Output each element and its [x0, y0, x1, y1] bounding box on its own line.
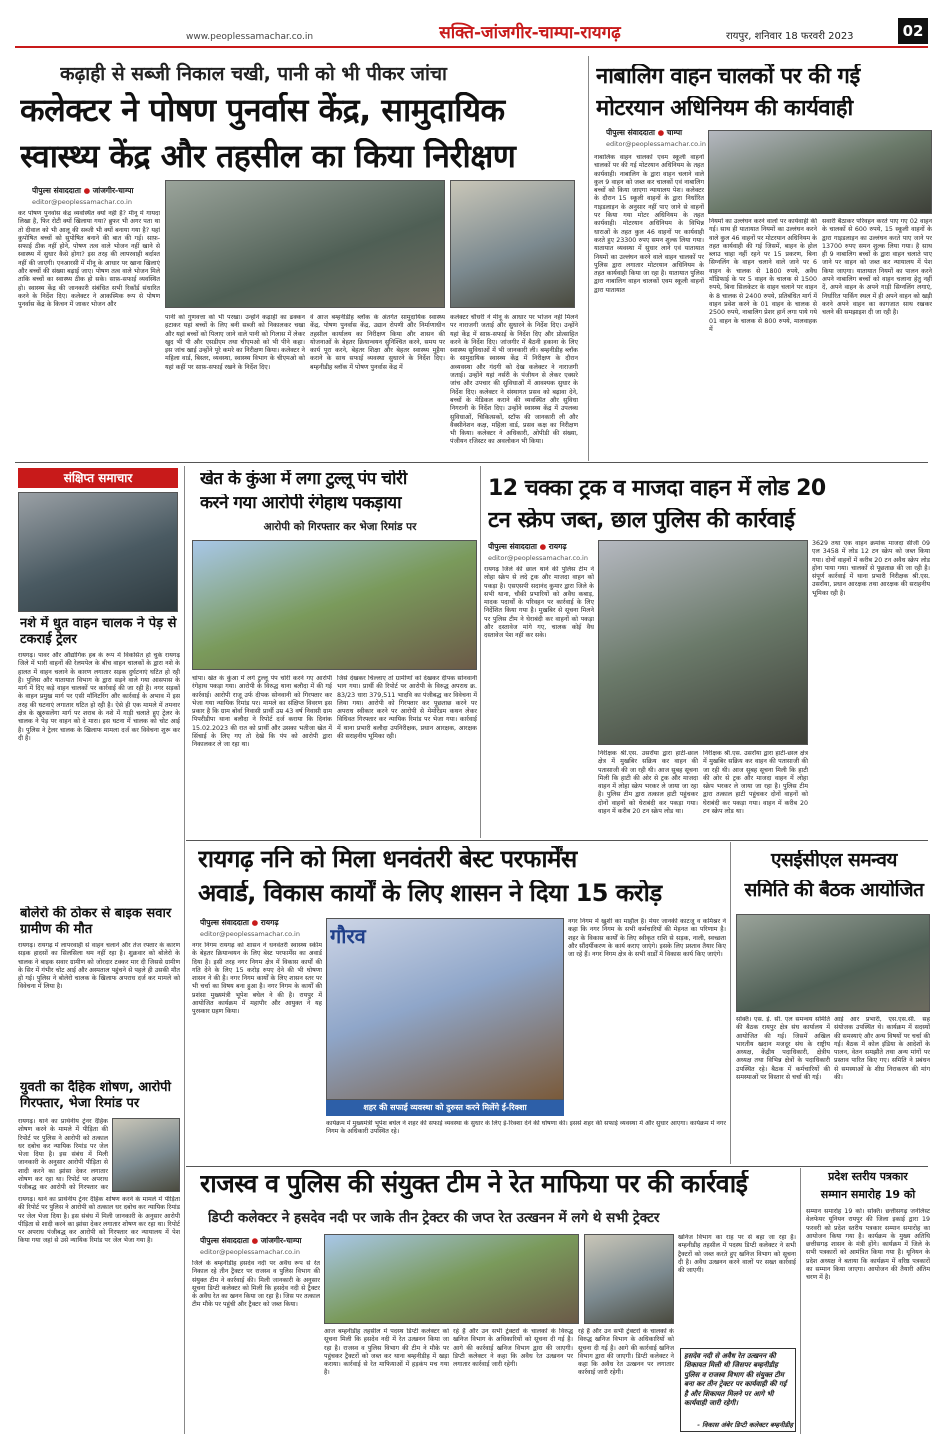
story2-col2: नियमों का उल्लंघन करने वालों पर कार्यवाही की गई। साथ ही यातायात नियमों का उल्लंघन करने वाले कुल 46 वाहनों पर मोटरयान अधिनियम के तहत कार्यवाही की गई जिसमें, बाहन के होल ब्लाउ चाहा नहीं रहने पर 15 प्रकरण, बिना सिग्नलिंग के वाहन चलाने वाले जाने पर 6 वाहन के चालक से 1800 रुपये, अवैध मॉडिफाई के पर 5 वाहन के चालक से 1500 रुपये, बिना सिलकेटर के वाहन चलाने पर वाहन के 8 चालक से 2400 रुपये, प्रतिबंधित मार्ग में वाहन प्रवेश करने के 01 वाहन के चालक से 2500 रुपये, नाबालिग प्रेशर हार्न लगा पाये गये 01 वाहन के चालक से 800 रुपये, मालवाहक में [709, 218, 817, 333]
story1-col4: कलेक्टर चौधरी ने मीनू के आधार पर भोजन नहीं मिलने पर नाराजगी जताई और सुधारने के निर्देश दिए। उन्होंने यहां केंद्र में साफ़-सफाई के निर्देश दिए और प्रोत्साहित करने के निर्देश दिए। जांजगीर में बैठनी हकाना के लिए स्वास्थ्य सुविधाओं में भी जानकारी ली। बम्हनीडीह ब्लॉक के सामुदायिक स्वास्थ्य केंद्र में निरीक्षण के दौरान अव्यवस्था और गंदगी को देख कलेक्टर ने नाराजगी जताई। उन्होंने यहां नर्सरी के पंजीयन से लेकर एक्सरे जांच और उपचार की सुविधाओं में आवश्यक सुधार के निर्देश दिए। कलेक्टर ने संस्थागत प्रसव को बढ़ावा देने, बच्चों के मेडिकल कराने की व्यवस्थित और सुविधा निगरानी के निर्देश दिए। उन्होंने स्वास्थ्य केंद्र में उपलब्ध सुविधाओं, चिकित्सकों, स्टॉफ की जानकारी ली और वैक्सीनेशन कक्ष, महिला वार्ड, प्रसव कक्ष का निरीक्षण भी किया। कलेक्टर ने अधिकारी, ओपीडी की संख्या, पंजीयन रजिस्टर का अवलोकन भी किया। [450, 314, 578, 446]
story5-col1: नगर निगम रायगढ़ को शासन ने धनवंतरी स्वास्थ्य स्कीम के बेहतर क्रियान्वयन के लिए बेस्ट परफार्मेंस का अवार्ड दिया है। इसी तरह नगर निगम क्षेत्र में विकास कार्यों की गति देने के लिए 15 करोड़ रुपए देने की भी घोषणा शासन ने की है। नगर निगम कार्यों के लिए शासन स्तर पर भी चर्चा का विषय बना हुआ है। नगर निगम के कार्यों की प्रशंसा मुख्यमंत्री भूपेश बघेल ने की है। रायपुर में आयोजित कार्यक्रम में महापौर और आयुक्त ने यह पुरस्कार ग्रहण किया। [192, 942, 322, 1016]
site-url[interactable]: www.peoplessamachar.co.in [186, 32, 314, 42]
story6-headline-1: एसईसीएल समन्वय [771, 850, 897, 871]
story3-headline-1: खेत के कुंआ में लगा टुल्लू पंप चोरी [200, 470, 407, 489]
byline-name: पीपुल्स संवाददाता [200, 918, 249, 927]
story1-col1: कर पोषण पुनर्वास केंद्र व्यवस्थित क्यों नहीं है? मीनू में गायदा लिखा है, फिर रोटी क्यों खिलाया गया? ब्रुफर भी अगर पता था तो दीवाल को भी आलू की सब्जी भी क्यों बनाया गया है? यहां कुपोषित बच्चों को सुपोषित बनाने की बात की गई। साफ़-सफाई ठीक नहीं होने, पोषण तत्व वाले भोजन नहीं खाने से स्वास्थ्य में सुधार कैसे होगा? इस तरह की लापरवाही बर्दाश्त नहीं की जाएगी। एनआरसी में मीनू के आधार पर खाना खिलाएं और बच्चों की संख्या बढ़ाई जाए। पोषण तत्व वाले भोजन मिले ताकि बच्चों का स्वास्थ्य ठीक हो सके। साफ़-सफाई व्यवस्थित हो। स्वास्थ्य केंद्र की जानकारी संबंधित सभी रिकॉर्ड संधारित करने के निर्देश दिए। कलेक्टर ने आकस्मिक रूप से पोषण पुनर्वास केंद्र के किचन में जाकर भोजन और [18, 210, 160, 309]
brief2-headline: बोलेरो की ठोकर से बाइक सवार ग्रामीण की मौत [20, 906, 172, 937]
story7-byline [200, 1236, 340, 1246]
story7-col4: खनिज विभाग का राह पर से बहा जा रहा है। बम्हनीडीह तहसील में पदस्थ डिप्टी कलेक्टर ने सभी ट्रैक्टरों को जब्त करते हुए खनिज विभाग को सूचना दी है। अवैध उत्खनन करने वालों पर सख्त कार्रवाई की जाएगी। [678, 1234, 796, 1275]
story2-col3: सवारी बैठाकर परिवहन करते पाए गए 02 वाहन के चालकों से 600 रुपये, 15 स्कूली वाहनों के द्वारा गाइडलाइन का उल्लंघन करते पाए जाने पर 13700 रुपए समन शुल्क लिया गया। है साथ ही 9 नाबालिग बच्चों के द्वारा वाहन चलाते पाए जाने पर वाहन को जब्त कर न्यायालय में पेश किया जाएगा। यातायात नियमों का पालन करने अपने नाबालिग बच्चों को वाहन चलाना हेतु नहीं दें, अपने वाहन के अपने गाड़ी सिग्नलिंग लगाएं, निर्धारित पार्किंग स्थल में ही अपने वाहन को खड़ी करने अपने वाहन का कागजात साथ रखकर चलने की समझाइश दी जा रही है। [822, 218, 932, 317]
story3-col1: चांपा। खेत के कुंआ में लगे टुल्लू पंप चोरी करने गए आरोपी रंगेहाथ पकड़ा गया। आरोपी के विरुद्ध थाना बलौदा में की गई कार्रवाई। आरोपी राजू उर्फ दीपक सोनवानी को गिरफ्तार कर भेजा गया न्यायिक रिमांड पर। मामले का संक्षिप्त विवरण इस प्रकार है कि ग्राम बोर्वा निवासी प्रार्थी उम्र 43 वर्ष निवासी ग्राम पिपरीडीपा थाना बलौदा ने रिपोर्ट दर्ज कराया कि दिनांक 15.02.2023 की रात को प्रार्थी और उसका भतीजा खेत में सिंचाई के लिए गए तो देखे कि पंप को आरोपी द्वारा निकालकर ले जा रहा था। [192, 675, 332, 749]
story7-col3: रहे हैं और उन सभी ट्रेक्टरों के चालकों के विरुद्ध खनिज विभाग के अधिकारियों को सूचना दी गई है। आगे की कार्रवाई खनिज विभाग द्वारा की जाएगी। डिप्टी कलेक्टर ने कहा कि अवैध रेत उत्खनन पर लगातार कार्रवाई जारी रहेगी। [453, 1328, 573, 1369]
byline-location: जांजगीर-चाम्पा [92, 186, 134, 195]
story2-headline-2: मोटरयान अधिनियम की कार्यवाही [596, 96, 853, 121]
story4-col2b: निरीक्षक श्री.एस. उसराँया द्वारा हाटी-छाल क्षेत्र में मुखबिर सक्रिय कर वाहन की पतासाजी की जा रही थी। आज सुबह सूचना मिली कि हाटी की ओर से ट्रक और माजदा वाहन में लोहा स्क्रेप भरकर ले जाया जा रहा है। पुलिस टीम द्वारा तत्काल हाटी पहुंचकर दोनों वाहनों को घेराबंदी कर पकड़ा गया। वाहन में करीब 20 टन स्क्रेप लोड था। [703, 750, 808, 816]
traffic-police-photo [708, 130, 932, 214]
section-title: सक्ति-जांजगीर-चाम्पा-रायगढ़ [439, 23, 621, 43]
story1-col3: वे आज बम्हनीडीह ब्लॉक के अंतर्गत सामुदायिक स्वास्थ्य केंद्र, पोषण पुनर्वास केंद्र, उद्यान रोपणी और निर्माणाधीन तहसील कार्यालय का निरीक्षण किया और शासन की योजनाओं के बेहतर क्रियान्वयन सुनिश्चित करने, समय पर कार्य पूरा करने, बेहतर शिक्षा और बेहतर स्वास्थ्य मुहैया कराने के साथ सफाई व्यवस्था सुधारने के निर्देश दिए। बम्हनीडीह ब्लॉक में पोषण पुनर्वास केंद्र में [310, 314, 445, 371]
section-rule [186, 1166, 928, 1167]
story5-col2: नगर निगम में खुशी का माहौल है। मेयर जानकी काटजू व कमिश्नर ने कहा कि नगर निगम के सभी कर्मचारियों की मेहनत का परिणाम है। शहर के विकास कार्यों के लिए स्वीकृत राशि से सड़क, नाली, स्वच्छता और सौंदर्यीकरण के कार्य कराए जाएंगे। इसके लिए प्रस्ताव तैयार किए जा रहे हैं। नगर निगम क्षेत्र के सभी वार्डों में विकास कार्य किए जाएंगे। [568, 918, 726, 959]
column-divider [480, 466, 481, 838]
story5-wide-text: कार्यक्रम में मुख्यमंत्री भूपेश बघेल ने शहर की सफाई व्यवस्था के सुधार के लिए ई-रिक्शा देने की घोषणा की। इससे शहर की सफाई व्यवस्था में और सुधार आएगा। कार्यक्रम में नगर निगम के अधिकारी उपस्थित रहे। [326, 1120, 726, 1136]
story3-subhead: आरोपी को गिरफ्तार कर भेजा रिमांड पर [263, 521, 417, 533]
byline-name: पीपुल्स संवाददाता [200, 1236, 249, 1245]
byline-location: रायगढ़ [260, 918, 279, 927]
story8-text: सम्मान समारोह 19 को। सक्ति। छत्तीसगढ़ जर्नलिस्ट वेलफेयर यूनियन रायपुर की जिला इकाई द्वारा 19 फरवरी को प्रदेश स्तरीय पत्रकार सम्मान समारोह का आयोजन किया गया है। कार्यक्रम के मुख्य अतिथि छत्तीसगढ़ शासन के मंत्री होंगे। कार्यक्रम में जिले के सभी पत्रकारों को आमंत्रित किया गया है। यूनियन के प्रदेश अध्यक्ष ने बताया कि कार्यक्रम में वरिष्ठ पत्रकारों का सम्मान किया जाएगा। आयोजन की तैयारी अंतिम चरण में है। [806, 1208, 930, 1282]
header-rule [15, 46, 928, 48]
brief3-text-a: रायगढ़। थाने का प्रार्थनीय ट्रेनर दैहिक शोषण करने के मामले में पीड़िता की रिपोर्ट पर पुलिस ने आरोपी को तत्काल धर दबोच कर न्यायिक रिमांड पर जेल भेजा दिया है। इस संबंध में मिली जानकारी के अनुसार आरोपी पीड़िता से शादी करने का झांसा देकर लगातार शोषण कर रहा था। रिपोर्ट पर अपराध पंजीबद्ध कर आरोपी को गिरफ्तार कर [18, 1118, 108, 1192]
byline-dot: ● [251, 918, 259, 927]
story7-col3b: रहे हैं और उन सभी ट्रेक्टरों के चालकों के विरुद्ध खनिज विभाग के अधिकारियों को सूचना दी गई है। आगे की कार्रवाई खनिज विभाग द्वारा की जाएगी। डिप्टी कलेक्टर ने कहा कि अवैध रेत उत्खनन पर लगातार कार्रवाई जारी रहेगी। [578, 1328, 674, 1377]
brief3-headline: युवती का दैहिक शोषण, आरोपी गिरफ्तार, भेजा रिमांड पर [20, 1080, 171, 1111]
byline-location: रायगढ़ [548, 542, 567, 551]
brief1-headline: नशे में धुत वाहन चालक ने पेड़ से टकराई ट्रेलर [20, 616, 177, 647]
column-divider [184, 466, 185, 1434]
column-divider [800, 1168, 801, 1434]
scrap-seizure-photo [598, 540, 808, 745]
byline-location: जांजगीर-चाम्पा [260, 1236, 302, 1245]
story7-col1: जिले के बम्हनीडीह हसदेव नदी पर अवैध रूप से रेत निकाल रहे तीन ट्रैक्टर पर राजस्व व पुलिस विभाग की संयुक्त टीम ने कार्रवाई की। मिली जानकारी के अनुसार सूचना डिप्टी कलेक्टर को मिली कि हसदेव नदी से ट्रैक्टर के अवैध रेत का खनन किया जा रहा है। जिस पर तत्काल टीम मौके पर पहुंची और ट्रैक्टर को जब्त किया। [192, 1260, 320, 1309]
collector-inspection-photo-2 [450, 180, 575, 308]
story1-kicker: कढ़ाही से सब्जी निकाल चखी, पानी को भी पीकर जांचा [60, 63, 447, 85]
deputy-collector-photo [584, 1234, 674, 1324]
tractor-seizure-photo [324, 1234, 579, 1324]
story7-col2: आज बम्हनीडीह तहसील में पदस्थ डिप्टी कलेक्टर को सूचना मिली कि हसदेव नदी में रेत उत्खनन किया जा रहा है। राजस्व व पुलिस विभाग की टीम ने मौके पर पहुंचकर ट्रैक्टरों को जब्त कर थाना बम्हनीडीह में खड़ा कराया। कार्रवाई से रेत माफियाओं में हड़कंप मच गया है। [324, 1328, 449, 1377]
story2-email[interactable]: editor@peoplessamachar.co.in [606, 140, 706, 148]
byline-dot: ● [657, 128, 665, 137]
column-divider [730, 842, 731, 1164]
section-rule [15, 462, 928, 463]
story2-col1: नाबालिक वाहन चालकों एवम स्कूली वाहनों चालकों पर की गई मोटरयान अधिनियम के तहत कार्यवाही। नाबालिग के द्वारा वाहन चलाने वाले कुल 9 वाहन को जब्त कर चालकों एवं नाबालिग बच्चों को किया जाएगा न्यायालय पेश। कलेक्टर के दौरान 15 स्कूली वाहनों के द्वारा निर्धारित गाइडलाइन के अनुसार नहीं पाए जाने से वाहनों पर किया गया मोटर अधिनियम के तहत कार्यवाही। मोटरयान अधिनियम के विभिन्न धाराओं के तहत कुल 46 वाहनों पर कार्यवाही करते हुए 23300 रुपए समन शुल्क लिया गया। यातायात व्यवस्था में सुधार लाने एवं यातायात नियमों का उल्लंघन करने वाले वाहन चालकों पर पुलिस द्वारा लगातार मोटरयान अधिनियम के तहत कार्यवाही किया जा रहा है। यातायात पुलिस द्वारा नाबालिग वाहन चालकों एवम स्कूली वाहनों द्वारा यातायात [594, 154, 704, 294]
story4-headline-1: 12 चक्का ट्रक व माजदा वाहन में लोड 20 [488, 476, 826, 501]
story5-byline [200, 918, 340, 928]
column-divider [588, 56, 589, 461]
story1-email[interactable]: editor@peoplessamachar.co.in [32, 198, 132, 206]
brief-section-label: संक्षिप्त समाचार [18, 468, 178, 488]
quote-attribution: - विकास अंबेर डिप्टी कलेक्टर बम्हनीडीह [697, 1421, 793, 1429]
story5-headline-1: रायगढ़ ननि को मिला धनवंतरी बेस्ट परफार्मेंस [198, 846, 577, 873]
story7-headline-1: राजस्व व पुलिस की संयुक्त टीम ने रेत माफिया पर की कार्रवाई [200, 1170, 748, 1198]
quote-text: हसदेव नदी से अवैध रेत उत्खनन की शिकायत मिली थी जिसपर बम्हनीडीह पुलिस व राजस्व विभाग की संयुक्त टीम बना कर तीन ट्रेक्टर पर कार्यवाही की गई है और शिकायत मिलने पर आगे भी कार्यवाही जारी रहेगी। [684, 1352, 787, 1408]
page-number: 02 [898, 18, 928, 44]
story8-headline-1: प्रदेश स्तरीय पत्रकार [828, 1170, 908, 1183]
story1-headline-1: कलेक्टर ने पोषण पुनर्वास केंद्र, सामुदायिक [20, 92, 505, 129]
story1-col2: पानी को गुणवत्ता को भी परखा। उन्होंने कढ़ाही का ढक्कन हटाकर यहां बच्चों के लिए बनी सब्जी को निकालकर चखा और यहां बच्चों को पिलाए जाने वाले पानी को गिलास में लेकर खुद भी पी और एसडीएम तथा चीएमओ को भी पीने कहा। इस जांच खाई उन्होंने पूरे कमरे का निरीक्षण किया। कलेक्टर ने महिला वार्ड, बिस्तर, व्यवस्था, स्वास्थ्य विभाग के चीएमओ को यहां कहीं पर साफ़-सफाई रखने के निर्देश दिए। [165, 314, 305, 371]
brief3-text-b: रायगढ़। थाने का प्रार्थनीय ट्रेनर दैहिक शोषण करने के मामले में पीड़िता की रिपोर्ट पर पुलिस ने आरोपी को तत्काल धर दबोच कर न्यायिक रिमांड पर जेल भेजा दिया है। इस संबंध में मिली जानकारी के अनुसार आरोपी पीड़िता से शादी करने का झांसा देकर लगातार शोषण कर रहा था। रिपोर्ट पर अपराध पंजीबद्ध कर आरोपी को गिरफ्तार कर न्यायालय में पेश किया गया जहां से उसे न्यायिक रिमांड पर जेल भेजा गया है। [18, 1196, 180, 1245]
secl-meeting-photo [736, 914, 930, 1012]
section-rule [186, 840, 928, 841]
story4-headline-2: टन स्क्रेप जब्त, छाल पुलिस की कार्रवाई [488, 508, 795, 533]
story6-headline-2: समिति की बैठक आयोजित [744, 880, 924, 901]
byline-location: चाम्पा [666, 128, 683, 137]
story3-col2: जिसे देखकर चिल्लाए तो ग्रामीणों को देखकर दीपक सोनवानी भाग गया। प्रार्थी की रिपोर्ट पर आरोपी के विरुद्ध अपराध क्र. 83/23 धारा 379,511 भादवि का पंजीबद्ध कर विवेचना में लिया गया। आरोपी को गिरफ्तार कर पूछताछ करने पर अपराध स्वीकार करने पर आरोपी से मेमोरेंडम कथन लेकर विधिवत गिरफ्तार कर न्यायिक रिमांड पर भेजा गया। कार्रवाई में थाना प्रभारी बलौदा उपनिरीक्षक, प्रधान आरक्षक, आरक्षक की सराहनीय भूमिका रही। [337, 675, 477, 741]
story5-headline-2: अवार्ड, विकास कार्यों के लिए शासन ने दिया 15 करोड़ [198, 880, 662, 907]
collector-inspection-photo [165, 180, 445, 308]
byline-dot: ● [251, 1236, 259, 1245]
award-photo-caption: शहर की सफाई व्यवस्था को दुरुस्त करने मिलेंगे ई-रिक्शा [326, 1100, 564, 1116]
story1-byline [32, 186, 172, 196]
story4-col1: रायगढ़ जिले की छाल थाने की पुलिस टीम ने लोहा स्क्रेप से लदे ट्रक और माजदा वाहन को पकड़ा है। एसएसपी सदानंद कुमार द्वारा जिले के सभी थाना, चौकी प्रभारियों को अवैध कबाड़, मादक पदार्थों के परिवहन पर कार्रवाई के लिए निर्देशित किया गया है। मुखबिर से सूचना मिलने पर पुलिस टीम ने घेराबंदी कर वाहनों को पकड़ा और दस्तावेज मांगे गए, चालक कोई वैध दस्तावेज पेश नहीं कर सके। [484, 566, 594, 640]
byline-name: पीपुल्स संवाददाता [32, 186, 81, 195]
dateline: रायपुर, शनिवार 18 फरवरी 2023 [726, 31, 854, 42]
story8-headline-2: सम्मान समारोह 19 को [820, 1188, 916, 1201]
byline-name: पीपुल्स संवाददाता [606, 128, 655, 137]
story6-col2: आई आर प्रभारी, एस.एस.सी. सह संयोजक उपस्थित थे। कार्यक्रम में सदस्यों की समस्याएं और अन्य विषयों पर चर्चा की गई। बैठक में कोल इंडिया के आदेशों के पालन, वेतन समझौते तथा अन्य मांगों पर प्रस्ताव पारित किए गए। समिति ने प्रबंधन से समस्याओं के शीघ्र निराकरण की मांग की। [834, 1016, 930, 1082]
story5-email[interactable]: editor@peoplessamachar.co.in [200, 930, 300, 938]
byline-name: पीपुल्स संवाददाता [488, 542, 537, 551]
brief2-text: रायगढ़। रायगढ़ में लापरवाही से वाहन चलाने और तेज रफ्तार के कारण सड़क हादसों का सिलसिला थम नहीं रहा है। शुक्रवार को बोलेरो के चालक ने बाइक सवार ग्रामीण को जोरदार टक्कर मार दी जिससे ग्रामीण के सिर में गंभीर चोट आई और अस्पताल पहुंचने से पहले ही उसकी मौत हो गई। पुलिस ने बोलेरो चालक के खिलाफ अपराध दर्ज कर मामले को विवेचना में लिया है। [18, 942, 180, 991]
story7-email[interactable]: editor@peoplessamachar.co.in [200, 1248, 300, 1256]
story4-col2: निरीक्षक श्री.एस. उसराँया द्वारा हाटी-छाल क्षेत्र में मुखबिर सक्रिय कर वाहन की पतासाजी की जा रही थी। आज सुबह सूचना मिली कि हाटी की ओर से ट्रक और माजदा वाहन में लोहा स्क्रेप भरकर ले जाया जा रहा है। पुलिस टीम द्वारा तत्काल हाटी पहुंचकर दोनों वाहनों को घेराबंदी कर पकड़ा गया। वाहन में करीब 20 टन स्क्रेप लोड था। [598, 750, 698, 816]
story6-col1: सक्ति। एस. ई. सी. एल समन्वय समिति की बैठक रायपुर क्षेत्र संघ कार्यालय में आयोजित की गई। जिसमें अखिल भारतीय खदान मजदूर संघ के राष्ट्रीय अध्यक्ष, केंद्रीय पदाधिकारी, क्षेत्रीय अध्यक्ष तथा विभिन्न क्षेत्रों के पदाधिकारी उपस्थित रहे। बैठक में कर्मचारियों की समस्याओं पर विस्तार से चर्चा की गई। [736, 1016, 830, 1082]
brief1-text: रायगढ़। पावर और औद्योगिक हब के रूप में विकसित हो चुके रायगढ़ जिले में भारी वाहनों की रेलमपेल के बीच वाहन चालकों के द्वारा नशे के हालत में वाहन चलाने के कारण लगातार सड़क दुर्घटनाएं घटित हो रही है। पुलिस और यातायात विभाग के द्वारा सड़ने वाले गया आसपास के मार्ग में दिए कड़े वाहन चालकों पर कार्रवाई की जा रही है। नगर सड़कों के वाहन प्रमुख मार्ग पर एसी मॉनिटरिंग और कार्रवाई के अभाव में इस तरह की घटनाएं लगातार घटित हो रही है। ऐसे ही एक मामले में तमनार क्षेत्र के खुरुसलेंगा मार्ग पर शराब के नशे में गाड़ी चलाते हुए ट्रेलर के चालक ने पेड़ पर वाहन को दे मारा। इस घटना में चालक को चोट आई है। पुलिस ने ट्रेलर चालक के खिलाफ मामला दर्ज कर विवेचना शुरू कर दी है। [18, 652, 180, 742]
story3-headline-2: करने गया आरोपी रंगेहाथ पकड़ाया [200, 494, 402, 513]
story1-headline-2: स्वास्थ्य केंद्र और तहसील का किया निरीक्षण [20, 138, 516, 175]
story2-headline-1: नाबालिग वाहन चालकों पर की गई [596, 64, 860, 89]
ceremony-banner-text: गौरव [330, 924, 366, 948]
story7-headline-2: डिप्टी कलेक्टर ने हसदेव नदी पर जाके तीन ट्रेक्टर की जप्त रेत उत्खनन में लगे थे सभी ट्रेक्टर [208, 1210, 660, 1226]
byline-dot: ● [539, 542, 547, 551]
trailer-accident-photo [18, 492, 178, 612]
story4-col3: 3629 तथा एक वाहन क्रमांक माजदा सीजी 09 एल 3458 में लोड 12 टन स्क्रेप को जब्त किया गया। दोनों वाहनों में करीब 20 टन अवैध स्क्रेप लोड होना पाया गया। चालकों से पूछताछ की जा रही है। संपूर्ण कार्रवाई में थाना प्रभारी निरीक्षक श्री.एस. उसराँया, प्रधान आरक्षक तथा आरक्षक की सराहनीय भूमिका रही है। [812, 540, 930, 597]
pump-theft-photo [192, 540, 477, 670]
byline-dot: ● [83, 186, 91, 195]
accused-photo [112, 1118, 180, 1192]
story4-email[interactable]: editor@peoplessamachar.co.in [488, 554, 588, 562]
